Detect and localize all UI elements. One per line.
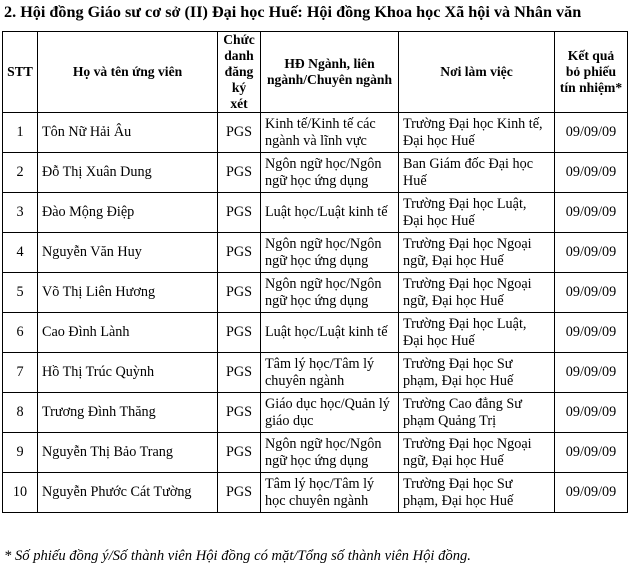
cell-title: PGS — [218, 393, 261, 433]
cell-result: 09/09/09 — [555, 353, 628, 393]
cell-title: PGS — [218, 153, 261, 193]
cell-stt: 4 — [3, 233, 38, 273]
cell-workplace: Trường Đại học Ngoại ngữ, Đại học Huế — [399, 233, 555, 273]
cell-stt: 3 — [3, 193, 38, 233]
table-row — [3, 313, 628, 353]
cell-result: 09/09/09 — [555, 433, 628, 473]
table-row — [3, 353, 628, 393]
cell-candidate-name: Nguyễn Thị Bảo Trang — [38, 433, 218, 473]
cell-workplace: Trường Đại học Sư phạm, Đại học Huế — [399, 473, 555, 513]
cell-title: PGS — [218, 353, 261, 393]
cell-workplace: Trường Đại học Ngoại ngữ, Đại học Huế — [399, 433, 555, 473]
footnote: * Số phiếu đồng ý/Số thành viên Hội đồng có mặt/Tổng số thành viên Hội đồng. — [4, 548, 471, 564]
cell-stt: 1 — [3, 113, 38, 153]
cell-title: PGS — [218, 273, 261, 313]
cell-stt: 10 — [3, 473, 38, 513]
table-row — [3, 153, 628, 193]
cell-title: PGS — [218, 473, 261, 513]
col-header-workplace: Nơi làm việc — [399, 32, 555, 113]
table-row — [3, 473, 628, 513]
cell-result: 09/09/09 — [555, 153, 628, 193]
cell-workplace: Trường Đại học Kinh tế, Đại học Huế — [399, 113, 555, 153]
cell-workplace: Trường Cao đẳng Sư phạm Quảng Trị — [399, 393, 555, 433]
cell-title: PGS — [218, 433, 261, 473]
cell-candidate-name: Nguyễn Văn Huy — [38, 233, 218, 273]
cell-workplace: Trường Đại học Sư phạm, Đại học Huế — [399, 353, 555, 393]
cell-candidate-name: Hồ Thị Trúc Quỳnh — [38, 353, 218, 393]
cell-result: 09/09/09 — [555, 313, 628, 353]
cell-candidate-name: Nguyễn Phước Cát Tường — [38, 473, 218, 513]
cell-stt: 8 — [3, 393, 38, 433]
cell-candidate-name: Tôn Nữ Hải Âu — [38, 113, 218, 153]
col-header-name: Họ và tên ứng viên — [38, 32, 218, 113]
cell-workplace: Trường Đại học Luật, Đại học Huế — [399, 193, 555, 233]
candidates-table — [2, 31, 628, 513]
cell-stt: 7 — [3, 353, 38, 393]
cell-field: Ngôn ngữ học/Ngôn ngữ học ứng dụng — [261, 273, 399, 313]
cell-result: 09/09/09 — [555, 273, 628, 313]
cell-candidate-name: Đỗ Thị Xuân Dung — [38, 153, 218, 193]
table-body — [3, 113, 628, 513]
cell-candidate-name: Đào Mộng Điệp — [38, 193, 218, 233]
cell-stt: 2 — [3, 153, 38, 193]
col-header-stt: STT — [3, 32, 38, 113]
col-header-title: Chức danh đăng ký xét — [218, 32, 261, 113]
table-row — [3, 233, 628, 273]
cell-field: Ngôn ngữ học/Ngôn ngữ học ứng dụng — [261, 233, 399, 273]
cell-field: Luật học/Luật kinh tế — [261, 193, 399, 233]
cell-field: Tâm lý học/Tâm lý chuyên ngành — [261, 353, 399, 393]
cell-title: PGS — [218, 233, 261, 273]
cell-title: PGS — [218, 113, 261, 153]
table-row — [3, 193, 628, 233]
cell-workplace: Trường Đại học Luật, Đại học Huế — [399, 313, 555, 353]
cell-result: 09/09/09 — [555, 473, 628, 513]
cell-result: 09/09/09 — [555, 113, 628, 153]
cell-field: Giáo dục học/Quản lý giáo dục — [261, 393, 399, 433]
cell-title: PGS — [218, 193, 261, 233]
cell-field: Ngôn ngữ học/Ngôn ngữ học ứng dụng — [261, 153, 399, 193]
col-header-result: Kết quả bỏ phiếu tín nhiệm* — [555, 32, 628, 113]
cell-stt: 9 — [3, 433, 38, 473]
col-header-field: HĐ Ngành, liên ngành/Chuyên ngành — [261, 32, 399, 113]
table-row — [3, 393, 628, 433]
cell-candidate-name: Cao Đình Lành — [38, 313, 218, 353]
cell-field: Luật học/Luật kinh tế — [261, 313, 399, 353]
cell-stt: 6 — [3, 313, 38, 353]
table-header-row — [3, 32, 628, 113]
cell-candidate-name: Trương Đình Thăng — [38, 393, 218, 433]
cell-field: Kinh tế/Kinh tế các ngành và lĩnh vực — [261, 113, 399, 153]
cell-workplace: Trường Đại học Ngoại ngữ, Đại học Huế — [399, 273, 555, 313]
cell-result: 09/09/09 — [555, 393, 628, 433]
cell-workplace: Ban Giám đốc Đại học Huế — [399, 153, 555, 193]
section-heading: 2. Hội đồng Giáo sư cơ sở (II) Đại học Huế: Hội đồng Khoa học Xã hội và Nhân văn — [4, 3, 582, 21]
cell-candidate-name: Võ Thị Liên Hương — [38, 273, 218, 313]
cell-field: Ngôn ngữ học/Ngôn ngữ học ứng dụng — [261, 433, 399, 473]
cell-title: PGS — [218, 313, 261, 353]
cell-result: 09/09/09 — [555, 193, 628, 233]
table-row — [3, 273, 628, 313]
table-row — [3, 113, 628, 153]
cell-field: Tâm lý học/Tâm lý học chuyên ngành — [261, 473, 399, 513]
cell-result: 09/09/09 — [555, 233, 628, 273]
cell-stt: 5 — [3, 273, 38, 313]
table-row — [3, 433, 628, 473]
